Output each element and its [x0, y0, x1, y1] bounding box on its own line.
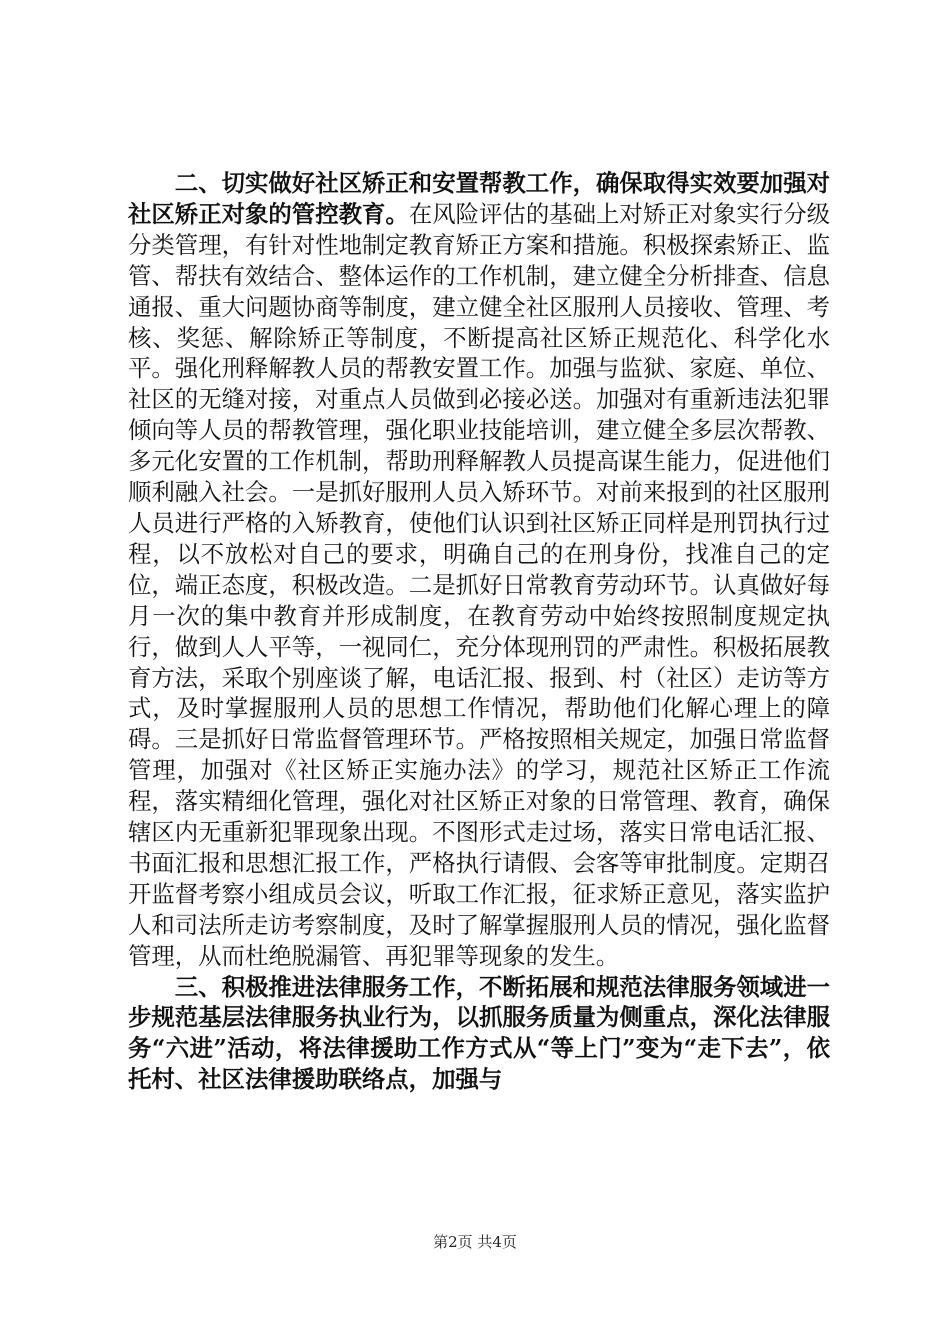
paragraph-section-3	[128, 972, 830, 1096]
document-body	[128, 168, 830, 1095]
paragraph-section-2	[128, 168, 830, 972]
section-2-body: 在风险评估的基础上对矫正对象实行分级分类管理，有针对性地制定教育矫正方案和措施。积极探索矫正、监管、帮扶有效结合、整体运作的工作机制，建立健全分析排查、信息通报、重大问题协商等制度，建立健全社区服刑人员接收、管理、考核、奖惩、解除矫正等制度，不断提高社区矫正规范化、科学化水平。强化刑释解教人员的帮教安置工作。加强与监狱、家庭、单位、社区的无缝对接，对重点人员做到必接必送。加强对有重新违法犯罪倾向等人员的帮教管理，强化职业技能培训，建立健全多层次帮教、多元化安置的工作机制，帮助刑释解教人员提高谋生能力，促进他们顺利融入社会。一是抓好服刑人员入矫环节。对前来报到的社区服刑人员进行严格的入矫教育，使他们认识到社区矫正同样是刑罚执行过程，以不放松对自己的要求，明确自己的在刑身份，找准自己的定位，端正态度，积极改造。二是抓好日常教育劳动环节。认真做好每月一次的集中教育并形成制度，在教育劳动中始终按照制度规定执行，做到人人平等，一视同仁，充分体现刑罚的严肃性。积极拓展教育方法，采取个别座谈了解，电话汇报、报到、村（社区）走访等方式，及时掌握服刑人员的思想工作情况，帮助他们化解心理上的障碍。三是抓好日常监督管理环节。严格按照相关规定，加强日常监督管理，加强对《社区矫正实施办法》的学习，规范社区矫正工作流程，落实精细化管理，强化对社区矫正对象的日常管理、教育，确保辖区内无重新犯罪现象出现。不图形式走过场，落实日常电话汇报、书面汇报和思想汇报工作，严格执行请假、会客等审批制度。定期召开监督考察小组成员会议，听取工作汇报，征求矫正意见，落实监护人和司法所走访考察制度，及时了解掌握服刑人员的情况，强化监督管理，从而杜绝脱漏管、再犯罪等现象的发生。	[128, 199, 831, 970]
page-footer	[0, 1232, 950, 1252]
section-3-heading: 三、积极推进法律服务工作，不断拓展和规范法律服务领域进一步规范基层法律服务执业行为，以抓服务质量为侧重点，深化法律服务“六进”活动，将法律援助工作方式从“等上门”变为“走下去”，依托村、社区法律援助联络点，加强与	[128, 972, 830, 1094]
section-2-heading: 二、切实做好社区矫正和安置帮教工作，确保取得实效要加强对社区矫正对象的管控教育。	[128, 169, 830, 228]
page-number-label: 第2页 共4页	[433, 1233, 517, 1251]
